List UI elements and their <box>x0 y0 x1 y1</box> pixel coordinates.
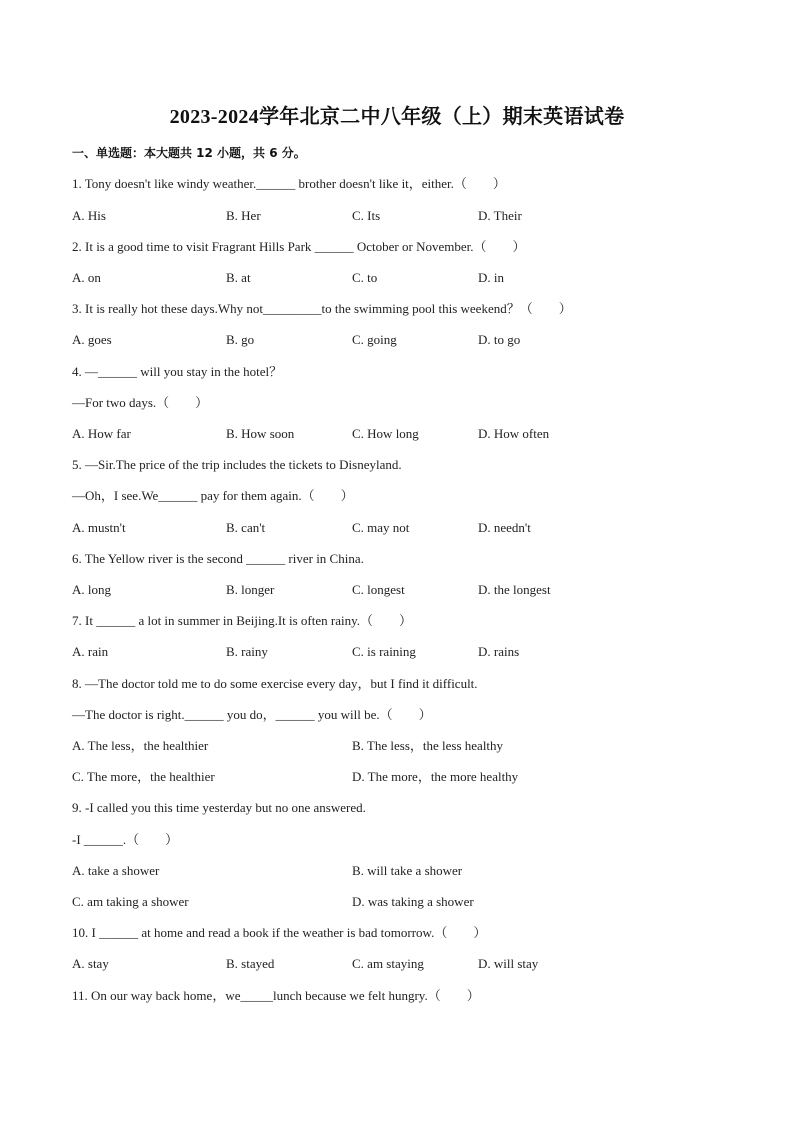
option-d: D. the longest <box>478 582 551 597</box>
option-a: A. His <box>72 208 106 223</box>
option-c: C. am taking a shower <box>72 894 189 909</box>
option-c: C. am staying <box>352 956 424 971</box>
option-c: C. The more，the healthier <box>72 769 215 784</box>
option-b: B. go <box>226 332 255 347</box>
question-9-options-row-2 <box>72 892 732 912</box>
question-2-stem: 2. It is a good time to visit Fragrant Hills Park ______ October or November.（ ） <box>72 239 526 254</box>
option-b: B. will take a shower <box>352 863 463 878</box>
option-a: A. long <box>72 582 111 597</box>
option-b: B. stayed <box>226 956 275 971</box>
question-11-stem: 11. On our way back home，we_____lunch because we felt hungry.（ ） <box>72 988 480 1003</box>
option-c: C. How long <box>352 426 419 441</box>
option-a: A. stay <box>72 956 109 971</box>
option-a: A. How far <box>72 426 131 441</box>
option-b: B. longer <box>226 582 275 597</box>
question-9-stem: 9. -I called you this time yesterday but no one answered. <box>72 800 366 815</box>
option-a: A. The less，the healthier <box>72 738 209 753</box>
section-heading: 一、单选题：本大题共 12 小题，共 6 分。 <box>72 146 306 160</box>
question-9-options-row-1 <box>72 861 732 881</box>
question-3-stem: 3. It is really hot these days.Why not_________to the swimming pool this weekend？（ ） <box>72 301 572 316</box>
question-6-stem: 6. The Yellow river is the second ______ river in China. <box>72 551 364 566</box>
question-1-options <box>72 206 732 226</box>
question-1-stem: 1. Tony doesn't like windy weather.______ brother doesn't like it，either.（ ） <box>72 176 506 191</box>
option-c: C. may not <box>352 520 410 535</box>
question-6-options <box>72 580 732 600</box>
option-a: A. on <box>72 270 101 285</box>
question-7-options <box>72 642 732 662</box>
question-8-options-row-1 <box>72 736 732 756</box>
question-9-stem-line-2: -I ______.（ ） <box>72 832 179 847</box>
option-a: A. rain <box>72 644 109 659</box>
question-8-options-row-2 <box>72 767 732 787</box>
option-b: B. How soon <box>226 426 295 441</box>
question-10-options <box>72 954 732 974</box>
option-a: A. mustn't <box>72 520 126 535</box>
question-10-stem: 10. I ______ at home and read a book if the weather is bad tomorrow.（ ） <box>72 925 487 940</box>
option-d: D. The more，the more healthy <box>352 769 519 784</box>
option-c: C. longest <box>352 582 405 597</box>
option-d: D. Their <box>478 208 522 223</box>
option-c: C. going <box>352 332 397 347</box>
option-d: D. in <box>478 270 504 285</box>
option-c: C. Its <box>352 208 381 223</box>
question-8-stem: 8. —The doctor told me to do some exercise every day，but I find it difficult. <box>72 676 478 691</box>
question-5-options <box>72 518 732 538</box>
question-4-stem: 4. —______ will you stay in the hotel？ <box>72 364 283 379</box>
option-b: B. rainy <box>226 644 268 659</box>
option-d: D. How often <box>478 426 550 441</box>
option-a: A. take a shower <box>72 863 160 878</box>
option-d: D. to go <box>478 332 521 347</box>
question-5-stem: 5. —Sir.The price of the trip includes the tickets to Disneyland. <box>72 457 402 472</box>
question-2-options <box>72 268 732 288</box>
question-7-stem: 7. It ______ a lot in summer in Beijing.It is often rainy.（ ） <box>72 613 413 628</box>
option-d: D. will stay <box>478 956 539 971</box>
option-b: B. at <box>226 270 251 285</box>
option-b: B. Her <box>226 208 261 223</box>
question-4-options <box>72 424 732 444</box>
exam-title: 2023-2024学年北京二中八年级（上）期末英语试卷 <box>169 106 625 128</box>
option-c: C. is raining <box>352 644 416 659</box>
option-d: D. was taking a shower <box>352 894 474 909</box>
question-3-options <box>72 330 732 350</box>
option-b: B. The less，the less healthy <box>352 738 504 753</box>
option-b: B. can't <box>226 520 266 535</box>
option-d: D. needn't <box>478 520 531 535</box>
option-c: C. to <box>352 270 378 285</box>
option-d: D. rains <box>478 644 520 659</box>
option-a: A. goes <box>72 332 112 347</box>
question-5-stem-line-2: —Oh，I see.We______ pay for them again.（ ） <box>72 488 354 503</box>
question-8-stem-line-2: —The doctor is right.______ you do，______ you will be.（ ） <box>72 707 432 722</box>
question-4-stem-line-2: —For two days.（ ） <box>72 395 209 410</box>
